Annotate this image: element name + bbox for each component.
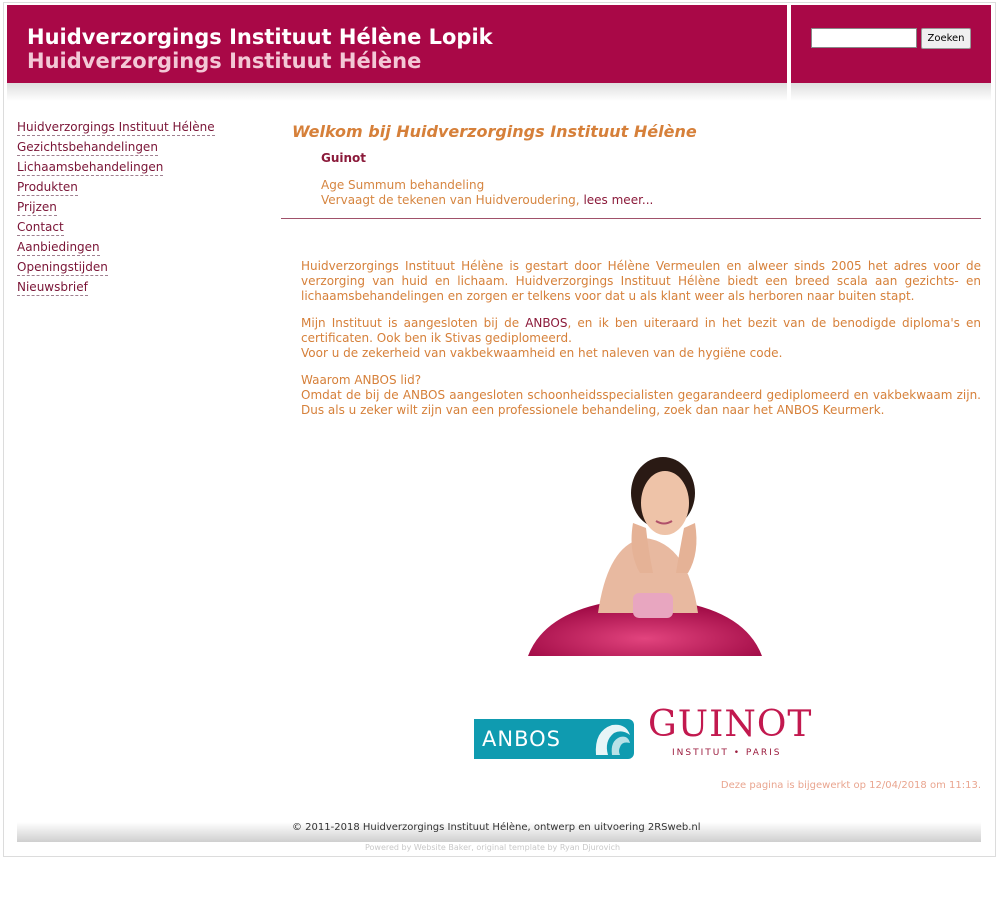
last-updated: Deze pagina is bijgewerkt op 12/04/2018 om 11:13. <box>720 780 981 791</box>
p2-text-before: Mijn Instituut is aangesloten bij de <box>301 316 526 330</box>
content-divider <box>281 218 981 219</box>
menu-item-home[interactable]: Huidverzorgings Instituut Hélène <box>17 120 215 134</box>
menu-item-nieuwsbrief[interactable]: Nieuwsbrief <box>17 280 88 294</box>
guinot-logo <box>648 704 813 762</box>
powered-by: Powered by Website Baker, original template by Ryan Djurovich <box>365 843 621 852</box>
menu-item-openingstijden[interactable]: Openingstijden <box>17 260 108 274</box>
sidebar-menu <box>17 120 215 300</box>
header-shadow <box>7 83 787 101</box>
anbos-face-icon <box>592 721 632 757</box>
anbos-logo <box>474 719 634 759</box>
p3-question: Waarom ANBOS lid? <box>301 373 422 387</box>
menu-item-prijzen[interactable]: Prijzen <box>17 200 57 214</box>
menu-item-produkten[interactable]: Produkten <box>17 180 78 194</box>
site-subtitle: Huidverzorgings Instituut Hélène <box>27 49 422 73</box>
search-input[interactable] <box>811 28 917 48</box>
welcome-heading: Welkom bij Huidverzorgings Instituut Hélène <box>292 122 697 141</box>
news-line2: Vervaagt de tekenen van Huidveroudering, <box>321 193 580 207</box>
news-title: Guinot <box>321 151 367 165</box>
menu-item-gezichtsbehandelingen[interactable]: Gezichtsbehandelingen <box>17 140 158 154</box>
p3-answer: Omdat de bij de ANBOS aangesloten schoonheidsspecialisten gegarandeerd gediplomeerd en vakbekwaam zijn. Dus als u zeker wilt zijn van een professionele behandeling, zoek dan naar het ANBOS Keurmerk. <box>301 388 981 417</box>
p2-text-after: , en ik ben uiteraard in het bezit van de benodigde diploma's en certificaten. Ook ben ik Stivas gediplomeerd. <box>301 316 981 345</box>
header-banner <box>7 5 787 83</box>
woman-photo <box>528 453 762 656</box>
site-title: Huidverzorgings Instituut Hélène Lopik <box>27 25 493 49</box>
anbos-logo-text: ANBOS <box>482 727 561 751</box>
menu-item-lichaamsbehandelingen[interactable]: Lichaamsbehandelingen <box>17 160 164 174</box>
search-button[interactable]: Zoeken <box>921 28 971 49</box>
intro-paragraph-3 <box>301 373 981 418</box>
news-summary <box>321 178 653 208</box>
menu-item-aanbiedingen[interactable]: Aanbiedingen <box>17 240 100 254</box>
news-line1: Age Summum behandeling <box>321 178 485 192</box>
intro-paragraph-2 <box>301 316 981 361</box>
search-panel <box>791 5 991 83</box>
p2-line2: Voor u de zekerheid van vakbekwaamheid en het naleven van de hygiëne code. <box>301 346 783 360</box>
intro-text <box>301 259 981 430</box>
guinot-logo-text: GUINOT <box>648 704 813 745</box>
menu-item-contact[interactable]: Contact <box>17 220 64 234</box>
copyright: © 2011-2018 Huidverzorgings Instituut Hélène, ontwerp en uitvoering 2RSweb.nl <box>292 822 701 833</box>
anbos-link[interactable]: ANBOS <box>525 316 568 330</box>
search-shadow <box>791 83 991 101</box>
guinot-logo-sub: INSTITUT • PARIS <box>672 748 782 758</box>
read-more-link[interactable]: lees meer... <box>583 193 654 207</box>
intro-paragraph-1: Huidverzorgings Instituut Hélène is gestart door Hélène Vermeulen en alweer sinds 2005 het adres voor de verzorging van huid en lichaam. Huidverzorgings Instituut Hélène biedt een breed scala aan gezichts- en lichaamsbehandelingen en zorgen er telkens voor dat u als klant weer als herboren naar buiten stapt. <box>301 259 981 303</box>
